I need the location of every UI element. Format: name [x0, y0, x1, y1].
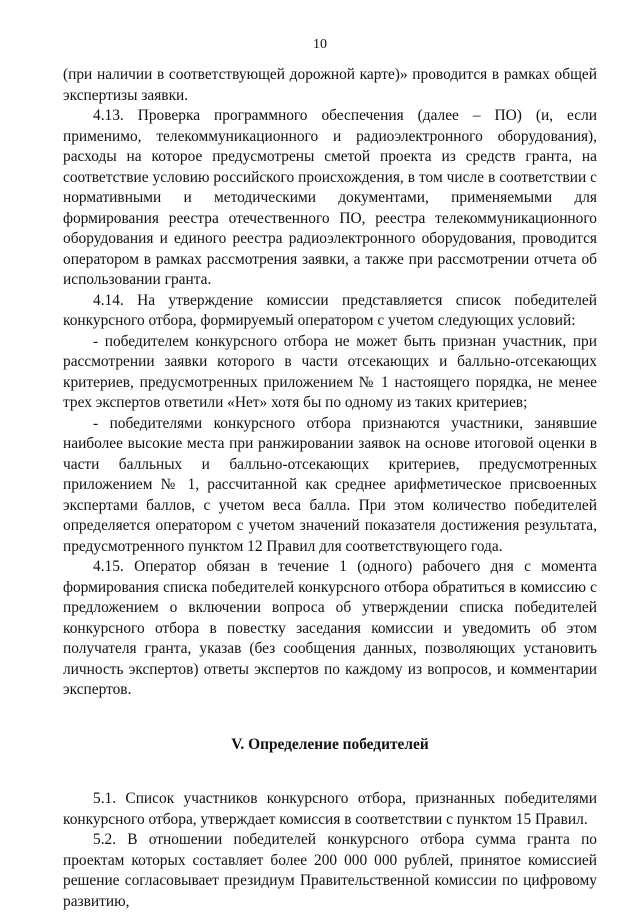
document-body [63, 65, 597, 912]
paragraph-4-14-condition-2: - победителями конкурсного отбора признаются участники, занявшие наиболее высокие места при ранжировании заявок на основе итоговой оценки в части балльных и балльно-отсекающих критериев, предусмотренных приложением № 1, рассчитанной как среднее арифметическое присвоенных экспертами баллов, с учетом веса балла. При этом количество победителей определяется оператором с учетом значений показателя достижения результата, предусмотренного пунктом 12 Правил для соответствующего года. [63, 414, 597, 555]
paragraph-4-14-condition-1: - победителем конкурсного отбора не может быть признан участник, при рассмотрении заявки которого в части отсекающих и балльно-отсекающих критериев, предусмотренных приложением № 1 настоящего порядка, не менее трех экспертов ответили «Нет» хотя бы по одному из таких критериев; [63, 332, 597, 411]
paragraph-4-13: 4.13. Проверка программного обеспечения (далее – ПО) (и, если применимо, телекоммуникационного и радиоэлектронного оборудования), расходы на которое предусмотрены сметой проекта из средств гранта, на соответствие условию российского происхождения, в том числе в соответствии с нормативными и методическими документами, применяемыми для формирования реестра отечественного ПО, реестра телекоммуникационного оборудования и единого реестра радиоэлектронного оборудования, проводится оператором в рамках рассмотрения заявки, а также при рассмотрении отчета об использовании гранта. [63, 107, 597, 288]
paragraph-5-1: 5.1. Список участников конкурсного отбора, признанных победителями конкурсного отбора, утверждает комиссия в соответствии с пунктом 15 Правил. [63, 790, 597, 828]
paragraph-5-2: 5.2. В отношении победителей конкурсного отбора сумма гранта по проектам которых составляет более 200 000 000 рублей, принятое комиссией решение согласовывает президиум Правительственной комиссии по цифровому развитию, [63, 831, 597, 910]
paragraph-4-15: 4.15. Оператор обязан в течение 1 (одного) рабочего дня с момента формирования списка победителей конкурсного отбора обратиться в комиссию с предложением о включении вопроса об утверждении списка победителей конкурсного отбора в повестку заседания комиссии и уведомить об этом получателя гранта, указав (без сообщения данных, позволяющих установить личность экспертов) ответы экспертов по каждому из вопросов, и комментарии экспертов. [63, 558, 597, 698]
paragraph-4-14: 4.14. На утверждение комиссии представляется список победителей конкурсного отбора, формируемый оператором с учетом следующих условий: [63, 291, 597, 329]
page-number: 10 [313, 37, 327, 52]
section-v-heading: V. Определение победителей [231, 735, 429, 753]
paragraph-continuation: (при наличии в соответствующей дорожной карте)» проводится в рамках общей экспертизы заявки. [63, 66, 597, 104]
